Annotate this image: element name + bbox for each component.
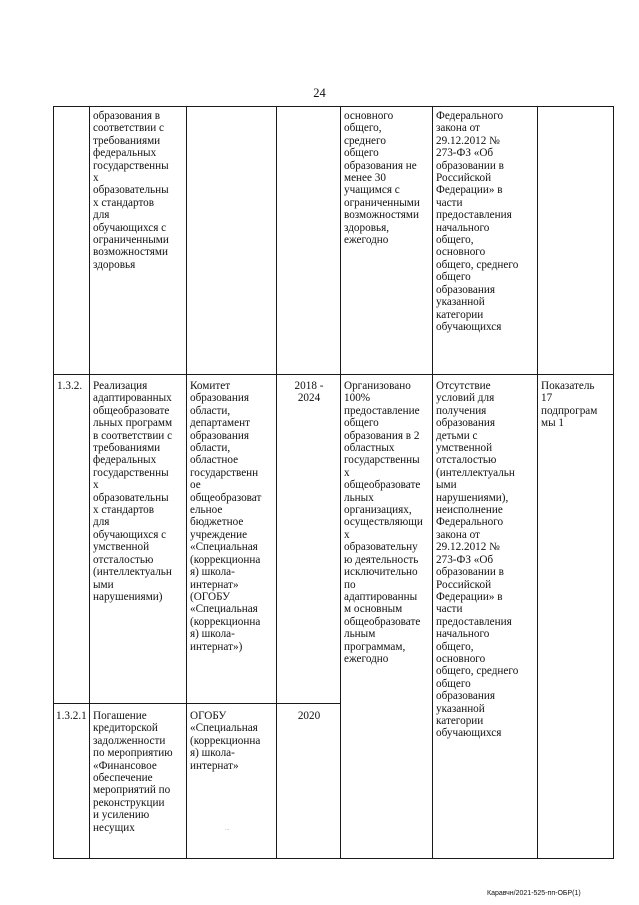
col-border-4 — [340, 106, 341, 859]
cont-row-result: основного общего, среднего общего образования не менее 30 учащимся с ограниченными возможностями здоровья, ежегодно — [344, 110, 420, 247]
col-border-1 — [89, 106, 90, 859]
row-1-3-2-1-name: Погашение кредиторской задолженности по мероприятию «Финансовое обеспечение мероприятий по реконструкции и усилению несущих — [93, 710, 173, 834]
table-bottom-border — [53, 858, 614, 859]
row-1-3-2-executor: Комитет образования области, департамент образования области, областное государственн ое общеобразоват ельное бюджетное учреждение «Специальная (коррекционна я) школа- интернат» (ОГОБУ «Специальная (коррекционна я) школа- интернат») — [190, 380, 262, 653]
row-1-3-2-1-executor: ОГОБУ «Специальная (коррекционна я) школа- интернат» — [190, 710, 261, 772]
col-border-7 — [613, 106, 614, 859]
col-border-2 — [186, 106, 187, 859]
col-border-5 — [432, 106, 433, 859]
cont-row-name: образования в соответствии с требованиями федеральных государственны х образовательны х стандартов для обучающихся с ограниченными возможностями здоровья — [93, 110, 169, 271]
row-1-3-2-1-number: 1.3.2.1 — [56, 710, 87, 722]
col-border-6 — [537, 106, 538, 859]
row-1-3-2-result: Организовано 100% предоставление общего образования в 2 областных государственны х общеобразовате льных организациях, осуществляющи х образовательну ю деятельность исключительно по адаптированны м основным общеобразовате льным программам, ежегодно — [344, 380, 423, 665]
table-top-border — [53, 106, 614, 107]
stray-mark: ... — [225, 826, 230, 832]
col-border-3 — [276, 106, 277, 859]
cont-row-consequence: Федерального закона от 29.12.2012 № 273-ФЗ «Об образовании в Российской Федерации» в части предоставления начального общего, основного общего, среднего общего образования указанной категории обучающихся — [436, 110, 519, 333]
document-footer-code: Каравчн/2021-525-пп-ОБР(1) — [487, 890, 581, 897]
page-number: 24 — [313, 86, 326, 100]
row-1-3-2-1-term: 2020 — [297, 710, 321, 722]
row-1-3-2-consequence: Отсутствие условий для получения образования детьми с умственной отсталостью (интеллектуальн ыми нарушениями), неисполнение Федерального закона от 29.12.2012 № 273-ФЗ «Об образовании в Российской Федерации» в части предоставления начального общего, основного общего, среднего общего образования указанной категории обучающихся — [436, 380, 519, 740]
row-divider-2 — [53, 703, 341, 704]
row-1-3-2-term: 2018 - 2024 — [294, 380, 324, 405]
row-1-3-2-name: Реализация адаптированных общеобразовате льных программ в соответствии с требованиями федеральных государственны х образовательны х стандартов для обучающихся с умственной отсталостью (интеллектуальн ыми нарушениями) — [93, 380, 173, 603]
row-1-3-2-indicator: Показатель 17 подпрограм мы 1 — [541, 380, 598, 430]
row-divider-1 — [53, 374, 614, 375]
col-border-0 — [53, 106, 54, 859]
row-1-3-2-number: 1.3.2. — [57, 380, 83, 392]
